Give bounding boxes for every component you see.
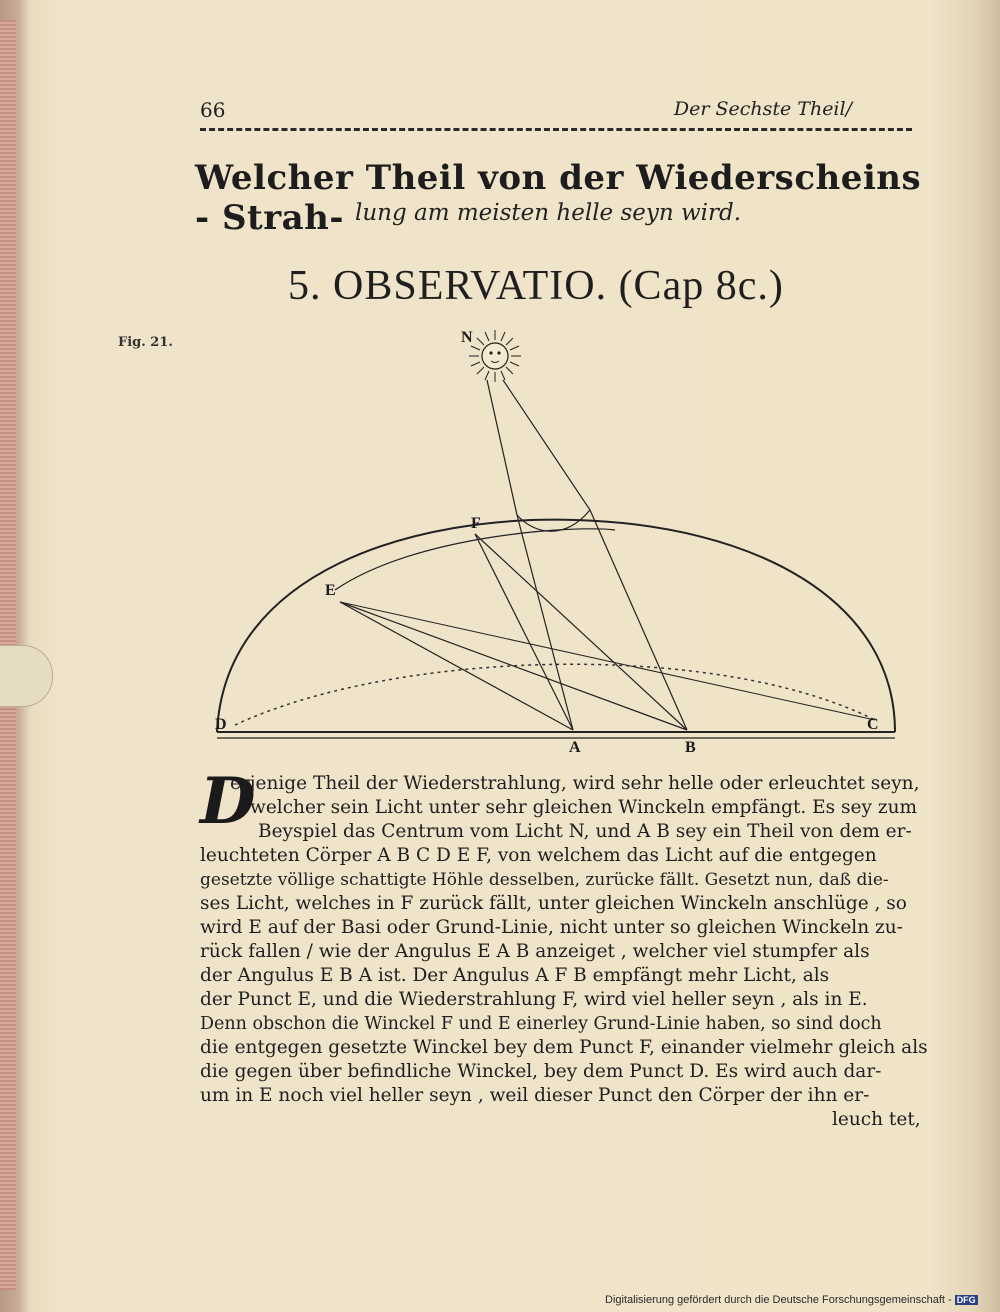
observatio-heading: 5. OBSERVATIO. (Cap 8c.): [288, 263, 784, 309]
dfg-logo: DFG: [956, 1295, 976, 1305]
body-line: Beyspiel das Centrum vom Licht N, und A B sey ein Theil von dem er-: [258, 821, 912, 842]
body-line: die entgegen gesetzte Winckel bey dem Punct F, einander vielmehr gleich als: [200, 1037, 928, 1058]
sun-icon: [469, 330, 521, 382]
body-line: der Angulus E B A ist. Der Angulus A F B empfängt mehr Licht, als: [200, 965, 830, 986]
geometric-diagram: [195, 320, 915, 760]
body-line: welcher sein Licht unter sehr gleichen Winckeln empfängt. Es sey zum: [250, 797, 918, 818]
point-label-e: E: [325, 582, 336, 599]
page-number: 66: [200, 98, 226, 122]
body-line: ses Licht, welches in F zurück fällt, unter gleichen Winckeln anschlüge , so: [200, 893, 907, 914]
point-label-b: B: [685, 739, 696, 756]
body-line: wird E auf der Basi oder Grund-Linie, nicht unter so gleichen Winckeln zu-: [200, 917, 903, 938]
body-line: um in E noch viel heller seyn , weil dieser Punct den Cörper der ihn er-: [200, 1085, 870, 1106]
body-line: der Punct E, und die Wiederstrahlung F, wird viel heller seyn , als in E.: [200, 989, 868, 1010]
body-line: gesetzte völlige schattigte Höhle desselben, zurücke fällt. Gesetzt nun, daß die-: [200, 870, 889, 890]
chapter-title-line-2: lung am meisten helle seyn wird.: [355, 200, 742, 226]
point-label-c: C: [867, 716, 879, 733]
point-label-a: A: [569, 739, 581, 756]
point-label-d: D: [215, 716, 227, 733]
figure-label: Fig. 21.: [118, 335, 173, 350]
body-line: die gegen über befindliche Winckel, bey dem Punct D. Es wird auch dar-: [200, 1061, 882, 1082]
point-label-f: F: [471, 515, 481, 532]
body-line: leuchteten Cörper A B C D E F, von welchem das Licht auf die entgegen: [200, 845, 877, 866]
header-rule: [200, 128, 912, 131]
running-header: [200, 98, 912, 122]
drop-cap: D: [200, 764, 256, 839]
body-line: Denn obschon die Winckel F und E einerley Grund-Linie haben, so sind doch: [200, 1014, 882, 1034]
credit-text: Digitalisierung gefördert durch die Deutsche Forschungsgemeinschaft -: [605, 1294, 952, 1306]
chapter-title-line-1: Welcher Theil von der Wiederscheins - Strah-: [195, 158, 922, 238]
body-line: rück fallen / wie der Angulus E A B anzeiget , welcher viel stumpfer als: [200, 941, 870, 962]
body-line: leuch tet,: [832, 1109, 921, 1130]
point-label-n: N: [461, 329, 473, 346]
digitization-credit: [605, 1294, 978, 1306]
body-line: erjenige Theil der Wiederstrahlung, wird sehr helle oder erleuchtet seyn,: [230, 773, 920, 794]
running-head: Der Sechste Theil/: [673, 98, 852, 120]
